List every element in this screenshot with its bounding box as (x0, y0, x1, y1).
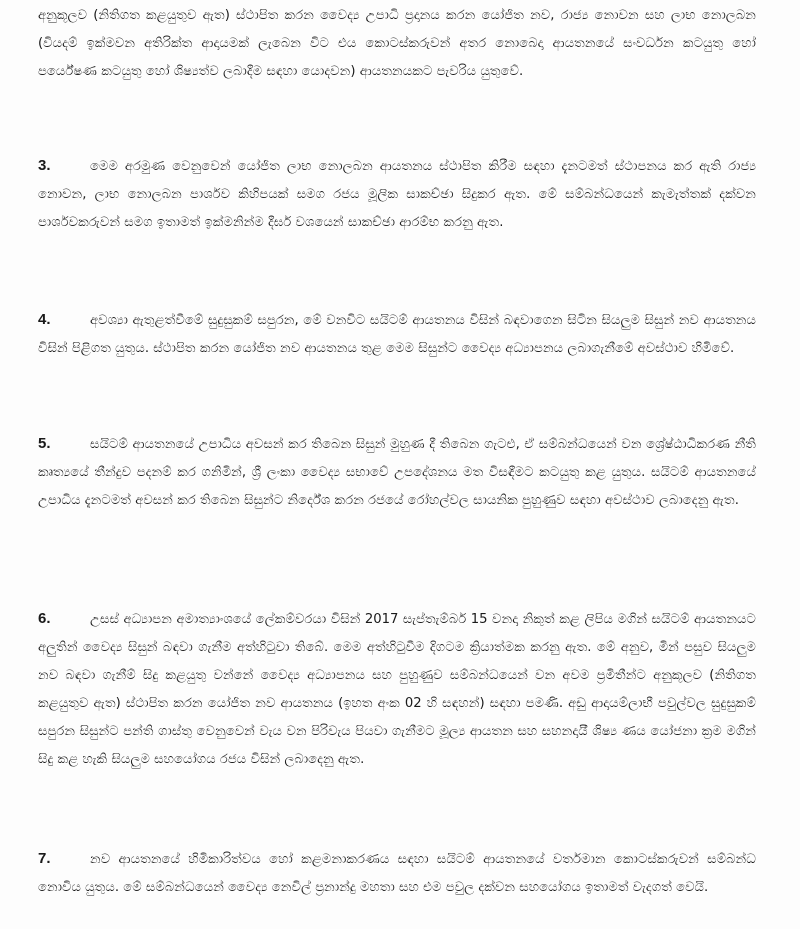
paragraph-7 (38, 845, 756, 902)
paragraph-text: උසස් අධ්‍යාපන අමාත්‍යාංශයේ ලේකම්වරයා විසින් 2017 සැප්තැම්බර් 15 වනදා නිකුත් කළ ලිපිය මගින් සයිටම් ආයතනයට අලුතින් වෛද්‍ය සිසුන් බඳවා ගැනීම අත්හිටුවා තිබේ. මෙම අත්හිටුවීම දිගටම ක්‍රියාත්මක කරනු ඇත. මේ අනුව, මින් පසුව සියලුම නව බඳවා ගැනීම් සිදු කළයුතු වන්නේ වෛද්‍ය අධ්‍යාපනය සහ පුහුණුව සම්බන්ධයෙන් වන අවම ප්‍රමිතීන්ට අනුකූලව (නිතිගත කළයුතුව ඇත) ස්ථාපිත කරන යෝජිත නව ආයතනය (ඉහත අංක 02 හි සඳහන්) සඳහා පමණි. අඩු ආදායම්ලාභී පවුල්වල සුදුසුකම් සපුරන සිසුන්ට පන්ති ගාස්තු වෙනුවෙන් වැය වන පිරිවැය පියවා ගැනීමට මූල්‍ය ආයතන සහ සහනදායී ශිෂ්‍ය ණය යෝජනා ක්‍රම මගින් සිදු කළ හැකි සියලුම සහයෝගය රජය විසින් ලබාදෙනු ඇත. (38, 612, 757, 767)
paragraph-text: සයිටම් ආයතනයේ උපාධිය අවසන් කර තිබෙන සිසුන් මුහුණ දී තිබෙන ගැටළු, ඒ සම්බන්ධයෙන් වන ශ්‍රේෂ්ඨාධිකරණ නීති කෘත්‍යයේ තීන්දුව පදනම් කර ගනිමින්, ශ්‍රී ලංකා වෛද්‍ය සභාවේ උපදේශනය මත විසඳීමට කටයුතු කළ යුතුය. සයිටම් ආයතනයේ උපාධිය දැනටමත් අවසන් කර තිබෙන සිසුන්ට නිර්දේශ කරන රජයේ රෝහල්වල සායනික පුහුණුව සඳහා අවස්ථාව ලබාදෙනු ඇත. (38, 437, 756, 508)
paragraph-text: අවශ්‍යා ඇතුළත්වීමේ සුදුසුකම් සපුරන, මේ වනවිට සයිටම් ආයතනය විසින් බඳවාගෙන සිටින සියලුම සිසුන් නව ආයතනය විසින් පිළිගත යුතුය. ස්ථාපිත කරන යෝජිත නව ආයතනය තුළ මෙම සිසුන්ට වෛද්‍ය අධ්‍යාපනය ලබාගැනීමේ අවස්ථාව හිමිවේ. (38, 313, 756, 356)
paragraph-5 (38, 430, 756, 515)
paragraph-3 (38, 152, 756, 237)
continuation-paragraph (38, 2, 756, 86)
paragraph-number: 7. (38, 850, 51, 867)
continuation-text: අනුකූලව (නිතිගත කළයුතුව ඇත) ස්ථාපිත කරන වෛද්‍ය උපාධි ප්‍රදානය කරන යෝජිත නව, රාජ්‍ය නොවන සහ ලාභ නොලබන (වියදම් ඉක්මවන අතිරික්ත ආදායමක් ලැබෙන විට එය කොටස්කරුවන් අතර නොබෙදා ආයතනයේ සංවර්ධන කටයුතු හෝ පර්යේෂණ කටයුතු හෝ ශිෂ්‍යත්ව ලබාදීම සඳහා යොදවන) ආයතනයකට පැවරිය යුතුවේ. (38, 8, 756, 79)
paragraph-4 (38, 306, 756, 363)
paragraph-number: 5. (38, 435, 51, 452)
paragraph-6 (38, 605, 756, 774)
paragraph-number: 4. (38, 311, 51, 328)
paragraph-number: 6. (38, 610, 51, 627)
paragraph-number: 3. (38, 157, 51, 174)
paragraph-text: මෙම අරමුණ වෙනුවෙන් යෝජිත ලාභ නොලබන ආයතනය ස්ථාපිත කිරීම සඳහා දැනටමත් ස්ථාපනය කර ඇති රාජ්‍ය නොවන, ලාභ නොලබන පාර්ශව කිහිපයක් සමග රජය මූලික සාකච්ඡා සිදුකර ඇත. මේ සම්බන්ධයෙන් කැමැත්තක් දක්වන පාර්ශවකරුවන් සමග ඉතාමත් ඉක්මනින්ම දීර්ඝ වශයෙන් සාකච්ඡා ආරම්භ කරනු ඇත. (38, 159, 756, 230)
paragraph-text: නව ආයතනයේ හිමිකාරිත්වය හෝ කළමනාකරණය සඳහා සයිටම් ආයතනයේ වර්තමාන කොටස්කරුවන් සම්බන්ධ නොවිය යුතුය. මේ සම්බන්ධයෙන් වෛද්‍ය නෙවිල් ප්‍රනාන්දු මහතා සහ එම පවුල දක්වන සහයෝගය ඉතාමත් වැදගත් වෙයි. (38, 852, 756, 895)
